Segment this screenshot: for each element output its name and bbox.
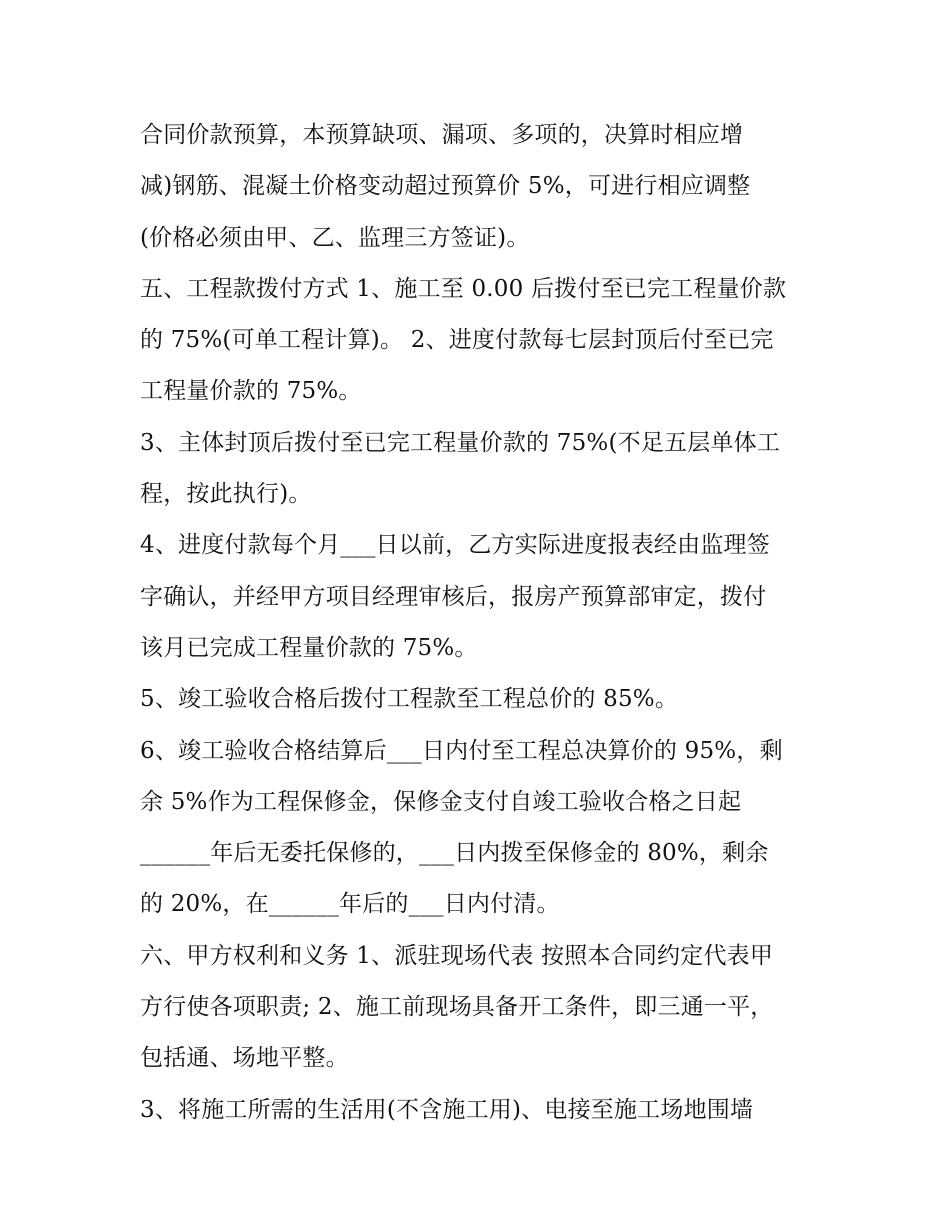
text-line: 3、将施工所需的生活用(不含施工用)、电接至施工场地围墙 <box>140 1096 754 1123</box>
text-line: 工程量价款的 75%。 <box>140 378 362 405</box>
text-line: 4、进度付款每个月___日以前，乙方实际进度报表经由监理签 <box>140 532 770 559</box>
text-line: 的 20%，在______年后的___日内付清。 <box>140 891 560 918</box>
text-line: 减)钢筋、混凝土价格变动超过预算价 5%，可进行相应调整 <box>140 173 751 200</box>
text-line: 3、主体封顶后拨付至已完工程量价款的 75%(不足五层单体工 <box>140 429 781 456</box>
text-line: 五、工程款拨付方式 1、施工至 0.00 后拨付至已完工程量价款 <box>140 275 787 302</box>
text-line: ______年后无委托保修的，___日内拨至保修金的 80%，剩余 <box>140 840 769 867</box>
text-line: 程，按此执行)。 <box>140 481 312 508</box>
text-line: 包括通、场地平整。 <box>140 1045 349 1072</box>
text-line: 合同价款预算，本预算缺项、漏项、多项的，决算时相应增 <box>140 122 744 148</box>
text-line: (价格必须由甲、乙、监理三方签证)。 <box>140 224 530 251</box>
contract-text-body <box>140 110 820 1136</box>
text-line: 的 75%(可单工程计算)。 2、进度付款每七层封顶后付至已完 <box>140 327 774 354</box>
text-line: 6、竣工验收合格结算后___日内付至工程总决算价的 95%，剩 <box>140 737 783 764</box>
text-line: 5、竣工验收合格后拨付工程款至工程总价的 85%。 <box>140 686 679 713</box>
text-line: 方行使各项职责; 2、施工前现场具备开工条件，即三通一平， <box>140 994 774 1021</box>
text-line: 该月已完成工程量价款的 75%。 <box>140 634 478 661</box>
text-line: 字确认，并经甲方项目经理审核后，报房产预算部审定，拨付 <box>140 583 767 610</box>
text-line: 六、甲方权利和义务 1、派驻现场代表 按照本合同约定代表甲 <box>140 942 774 969</box>
text-line: 余 5%作为工程保修金，保修金支付自竣工验收合格之日起 <box>140 788 742 815</box>
